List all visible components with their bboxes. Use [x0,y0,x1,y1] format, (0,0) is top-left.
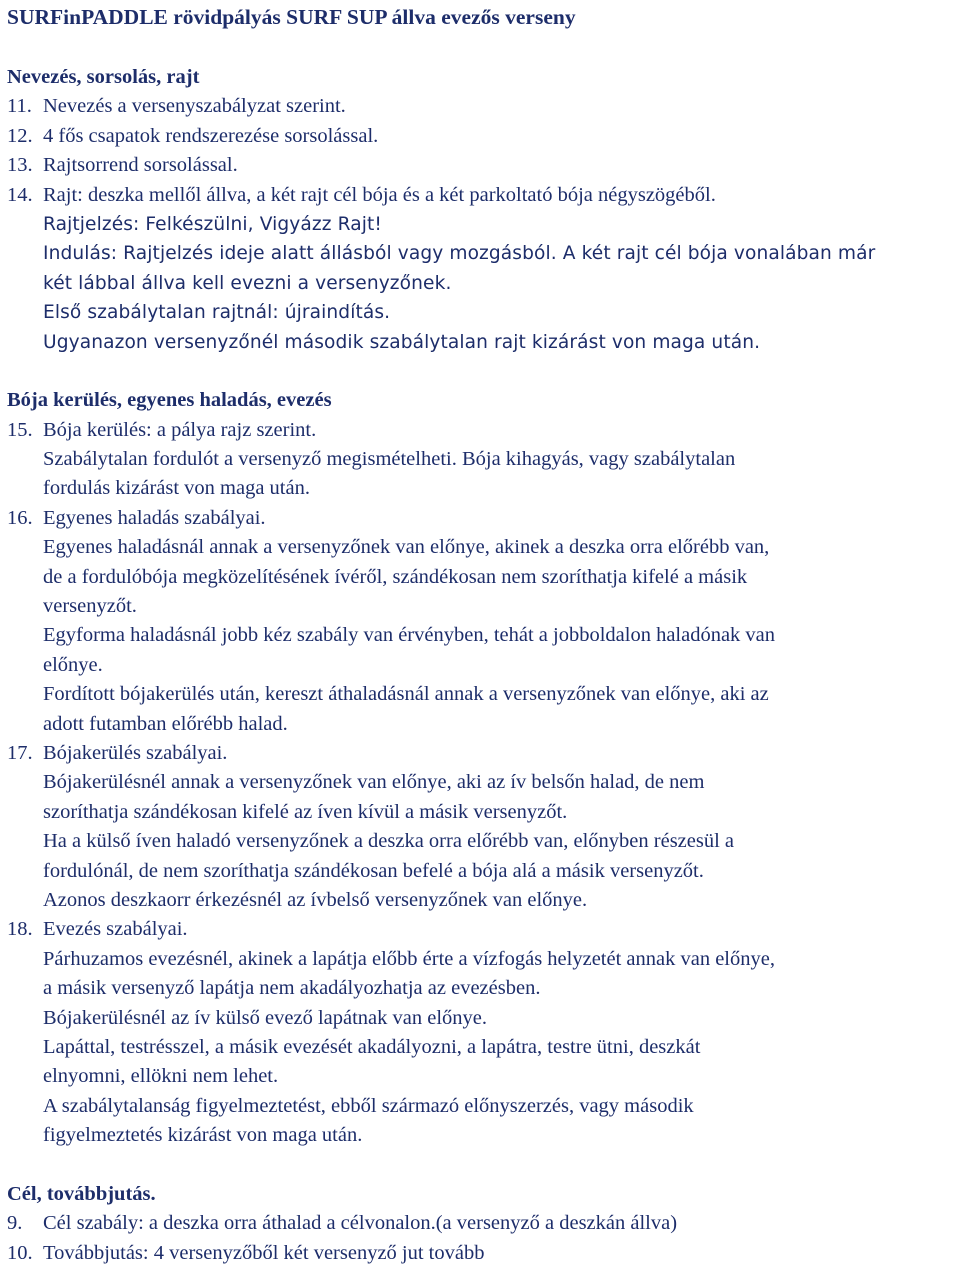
rule-text-line: elnyomni, ellökni nem lehet. [43,1065,279,1088]
rule-text-line: versenyzőt. [43,595,137,618]
rule-text: Rajt: deszka mellől állva, a két rajt cél bója és a két parkoltató bója négyszögéből. [43,183,716,206]
rule-text-line: A szabálytalanság figyelmeztetést, ebből származó előnyszerzés, vagy második [43,1094,694,1117]
section-finish [7,1180,957,1268]
rule-number: 14. [7,183,33,206]
rule-text-line: Azonos deszkaorr érkezésnél az ívbelső versenyzőnek van előnye. [43,888,588,911]
rule-text-line: a másik versenyző lapátja nem akadályozhatja az evezésben. [43,977,541,1000]
rule-text-line: Egyenes haladásnál annak a versenyzőnek van előnye, akinek a deszka orra előrébb van, [43,536,770,559]
rule-number: 9. [7,1212,23,1235]
rule-number: 12. [7,124,33,147]
rule-text: Egyenes haladás szabályai. [43,506,266,529]
rule-item-14 [7,181,957,210]
rule-text-line: Első szabálytalan rajtnál: újraindítás. [43,302,391,324]
rule-item-10 [7,1239,957,1268]
rule-item-12 [7,122,957,151]
rule-number: 18. [7,918,33,941]
rule-text-line: Bójakerülésnél annak a versenyzőnek van előnye, aki az ív belsőn halad, de nem [43,771,705,794]
document-page [7,0,957,1268]
rule-text-line: Bójakerülésnél az ív külső evező lapátnak van előnye. [43,1006,488,1029]
rule-text: Rajtsorrend sorsolással. [43,154,238,177]
section-start [7,63,957,357]
rule-number: 15. [7,418,33,441]
section-buoy-rules [7,386,957,1150]
rule-text-line: előnye. [43,653,103,676]
rule-item-17 [7,739,957,768]
rule-text-line: szoríthatja szándékosan kifelé az íven kívül a másik versenyzőt. [43,800,568,823]
document-title: SURFinPADDLE rövidpályás SURF SUP állva evezős verseny [7,5,576,29]
rule-number: 10. [7,1241,33,1264]
rule-text-line: Lapáttal, testrésszel, a másik evezését akadályozni, a lapátra, testre ütni, deszkát [43,1035,701,1058]
rule-item-13 [7,151,957,180]
rule-text-line: adott futamban előrébb halad. [43,712,288,735]
rule-text-line: de a fordulóbója megközelítésének ívéről, szándékosan nem szoríthatja kifelé a másik [43,565,748,588]
section-heading-start: Nevezés, sorsolás, rajt [7,66,200,88]
rule-text: Evezés szabályai. [43,918,188,941]
rule-item-18 [7,915,957,944]
rule-number: 17. [7,741,33,764]
rule-text: 4 fős csapatok rendszerezése sorsolással. [43,124,379,147]
rule-text-line: Indulás: Rajtjelzés ideje alatt állásból vagy mozgásból. A két rajt cél bója vonalában már [43,243,876,265]
rule-text: Bójakerülés szabályai. [43,741,228,764]
rule-item-9 [7,1209,957,1238]
section-heading-finish: Cél, továbbjutás. [7,1182,156,1205]
rule-text-line: fordulás kizárást von maga után. [43,477,310,500]
rule-number: 16. [7,506,33,529]
rule-number: 11. [7,95,32,118]
rule-text-line: Fordított bójakerülés után, kereszt áthaladásnál annak a versenyzőnek van előnye, aki az [43,683,769,706]
rule-text-line: fordulónál, de nem szoríthatja szándékosan befelé a bója alá a másik versenyzőt. [43,859,704,882]
rule-item-11 [7,92,957,121]
section-heading-buoy: Bója kerülés, egyenes haladás, evezés [7,389,332,412]
rule-text-line: figyelmeztetés kizárást von maga után. [43,1124,363,1147]
rule-item-15 [7,416,957,445]
rule-text: Cél szabály: a deszka orra áthalad a célvonalon.(a versenyző a deszkán állva) [43,1212,678,1235]
rule-text-line: Szabálytalan fordulót a versenyző megismételheti. Bója kihagyás, vagy szabálytalan [43,448,736,471]
rule-text-line: Egyforma haladásnál jobb kéz szabály van érvényben, tehát a jobboldalon haladónak van [43,624,776,647]
rule-text-line: Ugyanazon versenyzőnél második szabálytalan rajt kizárást von maga után. [43,331,761,353]
rule-text: Továbbjutás: 4 versenyzőből két versenyző jut tovább [43,1241,485,1264]
rule-text-line: Párhuzamos evezésnél, akinek a lapátja előbb érte a vízfogás helyzetét annak van előnye, [43,947,775,970]
rule-text: Nevezés a versenyszabályzat szerint. [43,95,346,118]
rule-text-line: Ha a külső íven haladó versenyzőnek a deszka orra előrébb van, előnyben részesül a [43,830,735,853]
rule-item-16 [7,504,957,533]
rule-text-line: két lábbal állva kell evezni a versenyzőnek. [43,272,452,294]
rule-text: Bója kerülés: a pálya rajz szerint. [43,418,317,441]
rule-text-line: Rajtjelzés: Felkészülni, Vigyázz Rajt! [43,213,382,235]
rule-number: 13. [7,154,33,177]
